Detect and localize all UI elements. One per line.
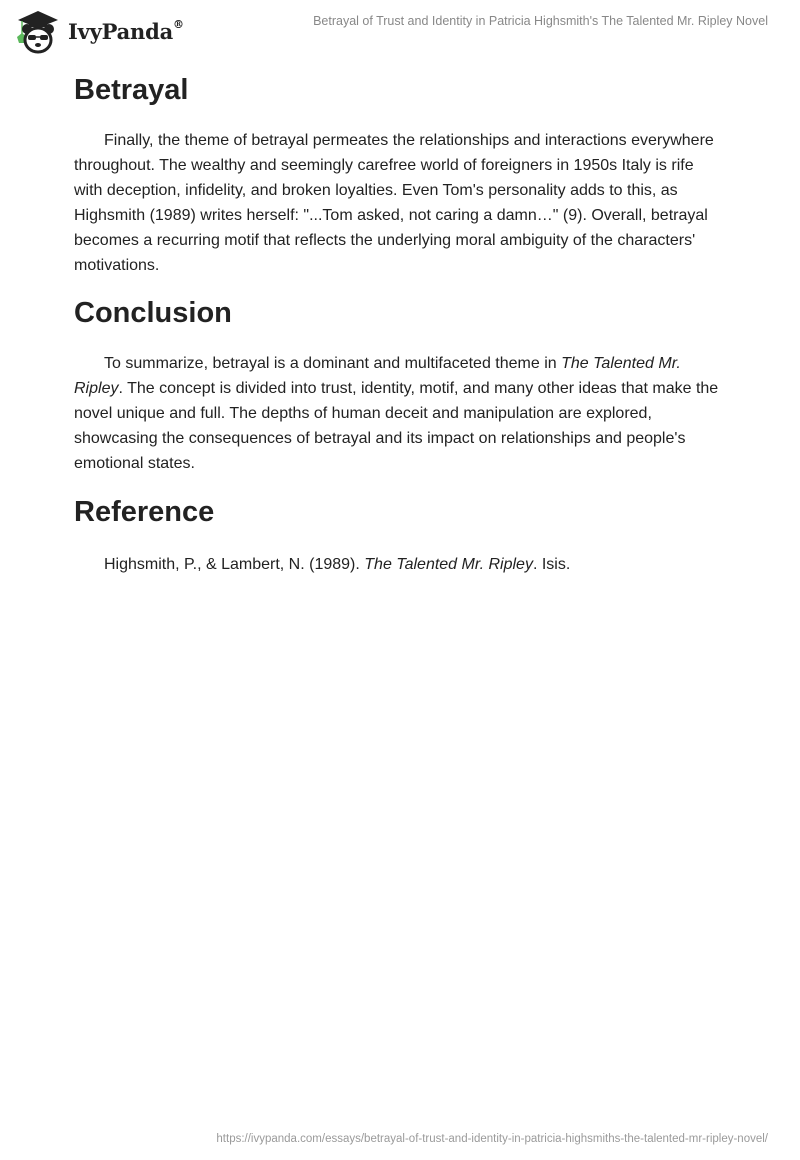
section-reference bbox=[74, 490, 724, 577]
source-url-link[interactable]: https://ivypanda.com/essays/betrayal-of-trust-and-identity-in-patricia-highsmiths-the-talented-mr-ripley-novel/ bbox=[216, 1133, 768, 1145]
section-paragraph: To summarize, betrayal is a dominant and multifaceted theme in The Talented Mr. Ripley. The concept is divided into trust, identity, motif, and many other ideas that make the novel unique and full. The depths of human deceit and manipulation are explored, showcasing the consequences of betrayal and its impact on relationships and people's emotional states. bbox=[74, 355, 719, 472]
logo-wordmark: IvyPanda® bbox=[68, 17, 184, 44]
book-title: The Talented Mr. Ripley bbox=[364, 556, 533, 573]
document-title: Betrayal of Trust and Identity in Patricia Highsmith's The Talented Mr. Ripley Novel bbox=[313, 14, 768, 28]
essay-body bbox=[74, 68, 724, 577]
section-heading: Reference bbox=[74, 496, 215, 528]
book-title: The Talented Mr. Ripley bbox=[74, 355, 681, 397]
section-heading: Betrayal bbox=[74, 74, 189, 106]
section-heading: Conclusion bbox=[74, 297, 232, 329]
reference-citation: Highsmith, P., & Lambert, N. (1989). The Talented Mr. Ripley. Isis. bbox=[104, 556, 571, 573]
page-header bbox=[0, 0, 800, 62]
section-betrayal bbox=[74, 68, 724, 278]
section-conclusion bbox=[74, 291, 724, 476]
panda-graduate-icon bbox=[14, 7, 62, 55]
section-paragraph: Finally, the theme of betrayal permeates the relationships and interactions everywhere throughout. The wealthy and seemingly carefree world of foreigners in 1950s Italy is rife with deception, infidelity, and broken loyalties. Even Tom's personality adds to this, as Highsmith (1989) writes herself: "...Tom asked, not caring a damn…" (9). Overall, betrayal becomes a recurring motif that reflects the underlying moral ambiguity of the characters' motivations. bbox=[74, 132, 714, 274]
ivypanda-logo[interactable] bbox=[14, 7, 184, 55]
